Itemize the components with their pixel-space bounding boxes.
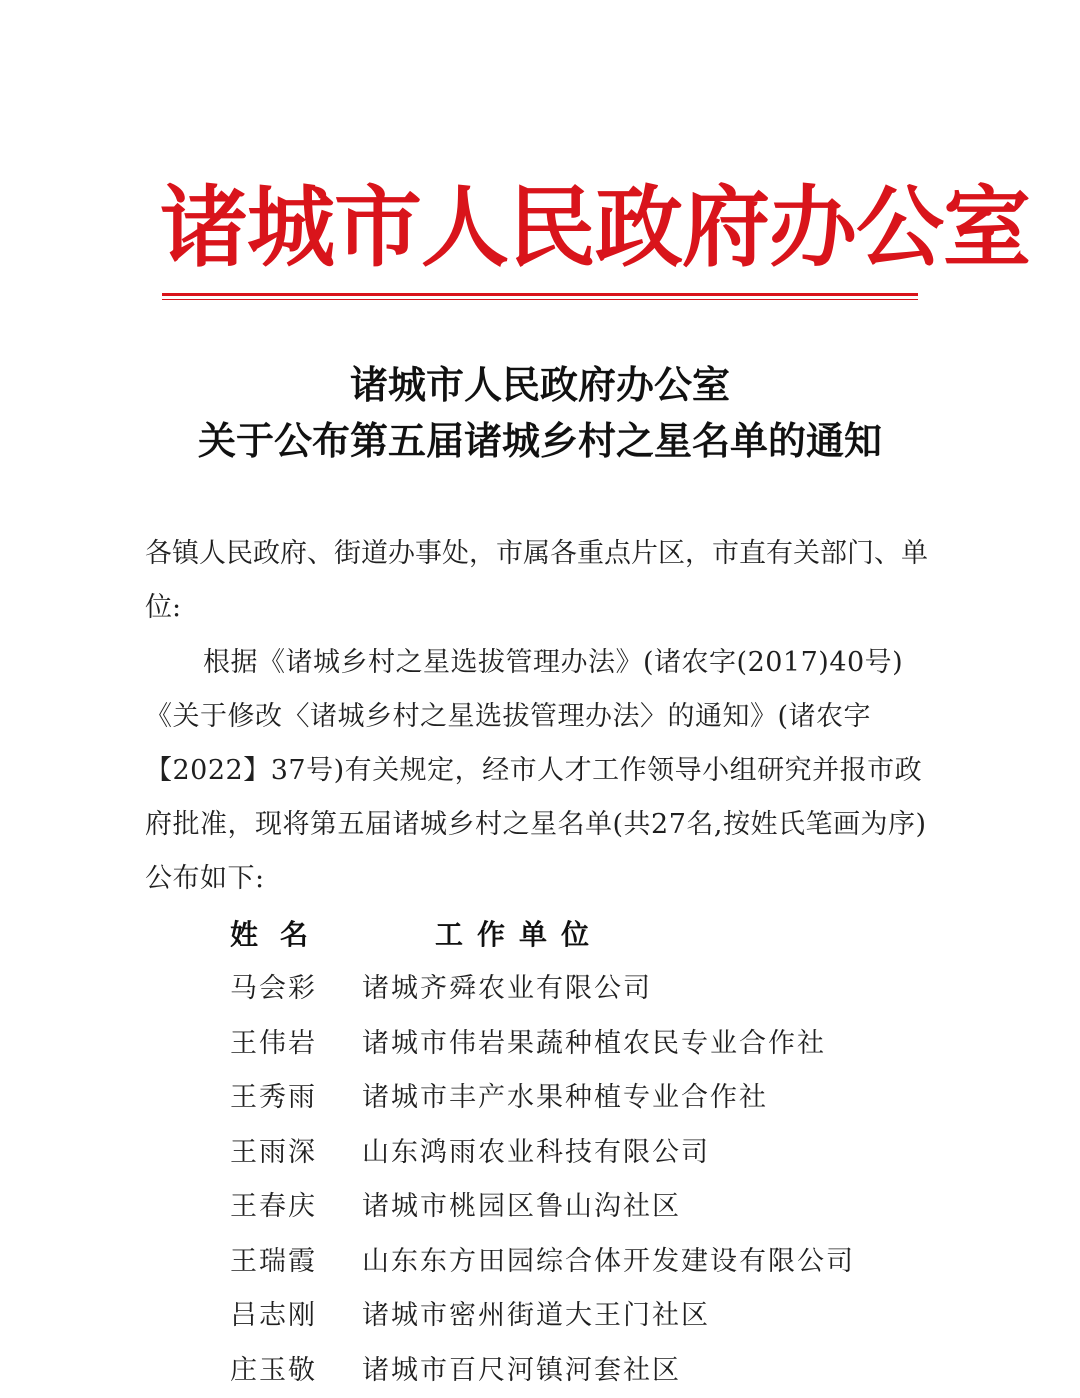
- masthead-red-rule: [162, 293, 918, 296]
- list-item-unit: 山东东方田园综合体开发建设有限公司: [362, 1235, 855, 1290]
- body-paragraph: 根据《诸城乡村之星选拔管理办法》(诸农字(2017)40号)《关于修改〈诸城乡村之星选拔管理办法〉的通知》(诸农字【2022】37号)有关规定，经市人才工作领导小组研究并报市政府批准，现将第五届诸城乡村之星名单(共27名,按姓氏笔画为序)公布如下:: [145, 636, 940, 906]
- list-item: [230, 1344, 930, 1398]
- list-item-name: 庄玉敬: [230, 1344, 317, 1398]
- list-item-unit: 诸城市百尺河镇河套社区: [362, 1344, 681, 1398]
- list-item: [230, 1180, 930, 1235]
- document-title-line1: 诸城市人民政府办公室: [100, 360, 980, 410]
- list-item-name: 王瑞霞: [230, 1235, 317, 1290]
- list-item-unit: 诸城市丰产水果种植专业合作社: [362, 1071, 768, 1126]
- document-title-line2: 关于公布第五届诸城乡村之星名单的通知: [100, 414, 980, 468]
- list-item: [230, 962, 930, 1017]
- star-list: [230, 962, 930, 1398]
- list-item: [230, 1235, 930, 1290]
- list-header-unit: 工作单位: [435, 910, 603, 960]
- list-item-unit: 诸城市伟岩果蔬种植农民专业合作社: [362, 1017, 826, 1072]
- list-item-name: 马会彩: [230, 962, 317, 1017]
- list-item: [230, 1017, 930, 1072]
- list-header-name: 姓名: [230, 910, 330, 960]
- list-item: [230, 1126, 930, 1181]
- list-item-unit: 诸城市桃园区鲁山沟社区: [362, 1180, 681, 1235]
- list-item-name: 王雨深: [230, 1126, 317, 1181]
- list-item-name: 王秀雨: [230, 1071, 317, 1126]
- list-item: [230, 1289, 930, 1344]
- list-item-unit: 山东鸿雨农业科技有限公司: [362, 1126, 710, 1181]
- masthead-org-name: 诸城市人民政府办公室: [160, 160, 920, 295]
- list-item-name: 王春庆: [230, 1180, 317, 1235]
- list-item: [230, 1071, 930, 1126]
- list-item-name: 王伟岩: [230, 1017, 317, 1072]
- addressee: 各镇人民政府、街道办事处，市属各重点片区，市直有关部门、单位:: [145, 527, 940, 635]
- list-item-unit: 诸城市密州街道大王门社区: [362, 1289, 710, 1344]
- list-item-name: 吕志刚: [230, 1289, 317, 1344]
- masthead-red-rule-thin: [162, 299, 918, 300]
- list-item-unit: 诸城齐舜农业有限公司: [362, 962, 652, 1017]
- list-header: [230, 910, 830, 960]
